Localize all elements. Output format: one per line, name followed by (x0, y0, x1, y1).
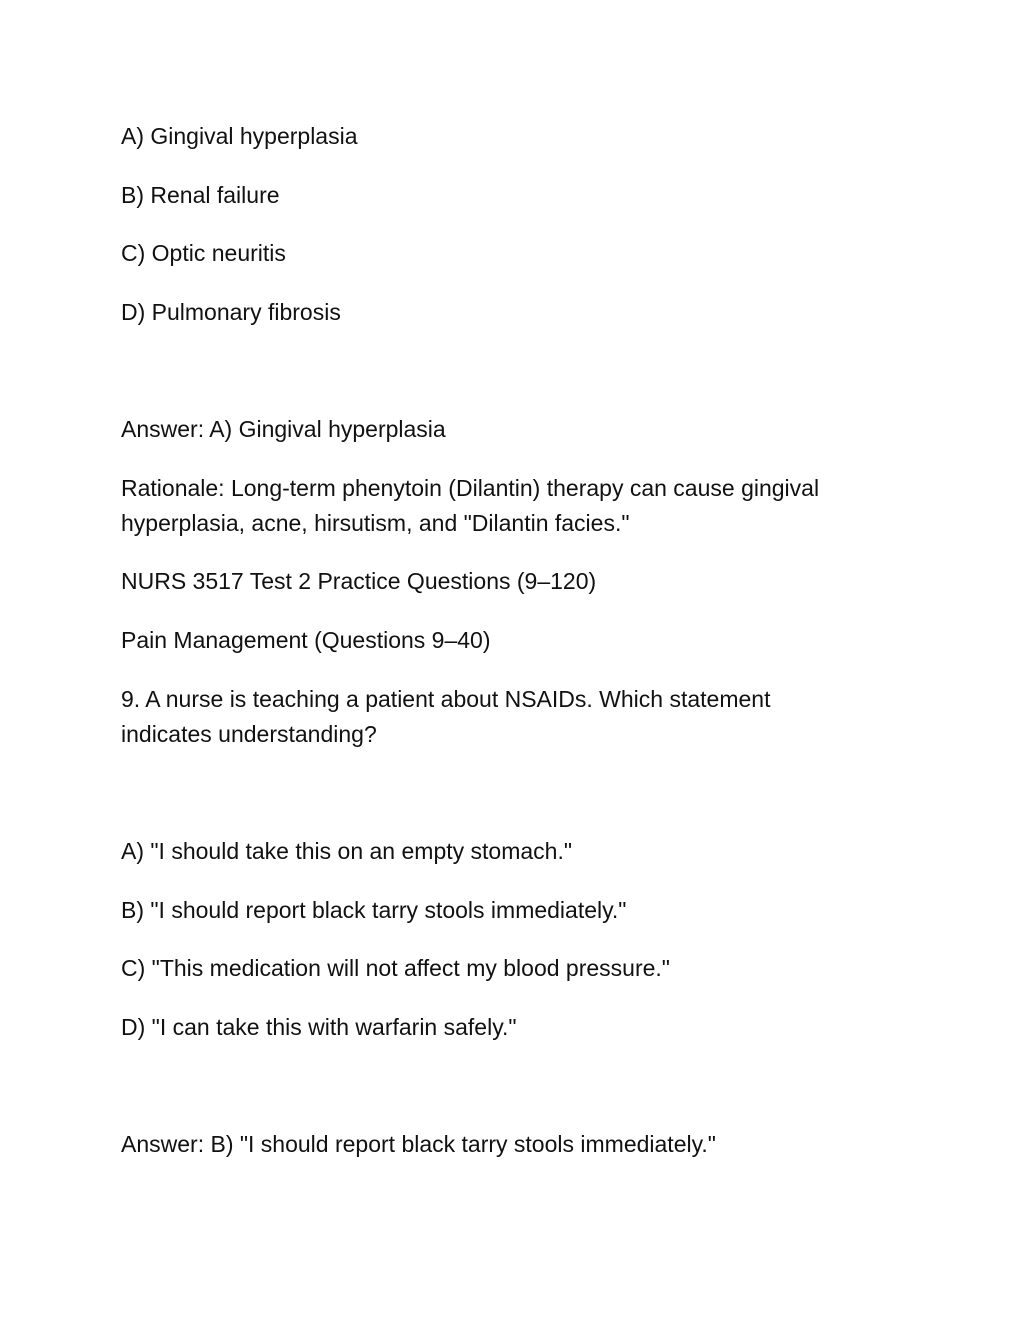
q9-option-c: C) "This medication will not affect my blood pressure." (121, 955, 670, 981)
prev-rationale: Rationale: Long-term phenytoin (Dilantin) therapy can cause gingival hyperplasia, acne, hirsutism, and "Dilantin facies." (121, 475, 820, 536)
q9-answer: Answer: B) "I should report black tarry stools immediately." (121, 1131, 716, 1157)
prev-option-b: B) Renal failure (121, 182, 280, 208)
q9-option-a: A) "I should take this on an empty stomach." (121, 838, 572, 864)
section-title: NURS 3517 Test 2 Practice Questions (9–120) (121, 568, 597, 594)
q9-option-b: B) "I should report black tarry stools immediately." (121, 897, 627, 923)
q9-option-d: D) "I can take this with warfarin safely." (121, 1014, 517, 1040)
section-subtitle: Pain Management (Questions 9–40) (121, 627, 491, 653)
prev-option-c: C) Optic neuritis (121, 240, 286, 266)
prev-option-d: D) Pulmonary fibrosis (121, 299, 341, 325)
prev-option-a: A) Gingival hyperplasia (121, 123, 358, 149)
prev-answer: Answer: A) Gingival hyperplasia (121, 416, 446, 442)
question-9-stem: 9. A nurse is teaching a patient about NSAIDs. Which statement indicates understanding? (121, 686, 771, 747)
